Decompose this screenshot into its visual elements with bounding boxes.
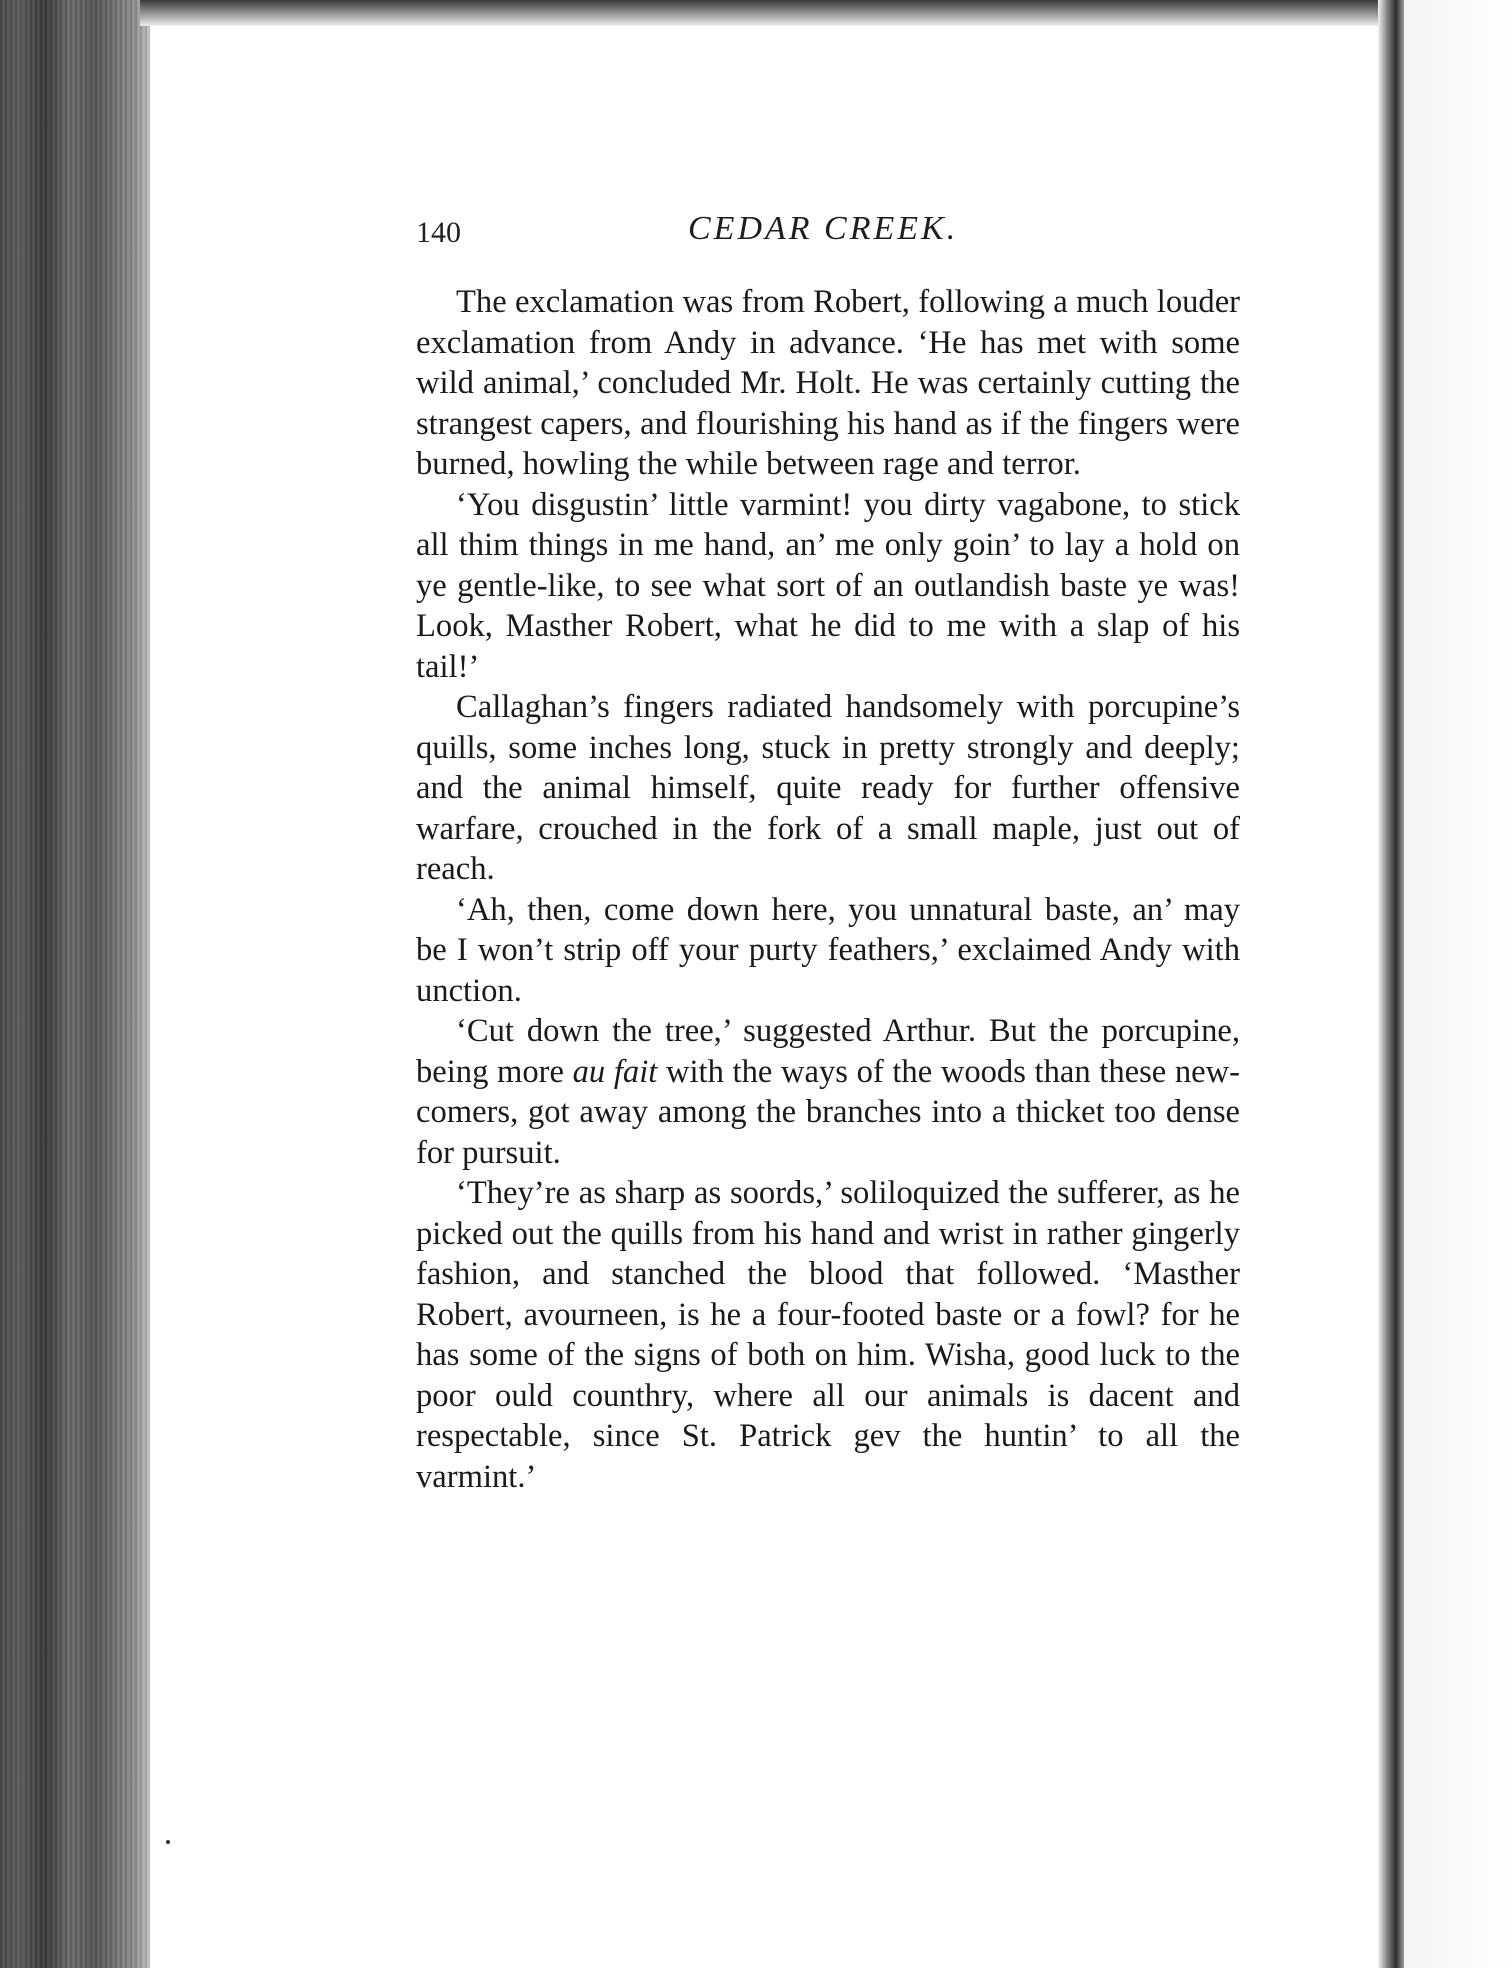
- scan-speck: [166, 1840, 170, 1844]
- page-number: 140: [416, 216, 461, 249]
- page-top-edge: [140, 0, 1380, 26]
- running-head: [416, 210, 1246, 254]
- body-text: [416, 282, 1240, 1497]
- adjacent-page-edge: [1404, 0, 1512, 1968]
- running-title: CEDAR CREEK.: [688, 210, 959, 247]
- paragraph-1: The exclamation was from Robert, following a much louder exclamation from Andy in advance. ‘He has met with some wild animal,’ concluded Mr. Holt. He was certainly cutting the strangest capers, and flourishing his hand as if the fingers were burned, howling the while between rage and terror.: [416, 284, 1240, 482]
- paragraph-6: ‘They’re as sharp as soords,’ soliloquized the sufferer, as he picked out the quills from his hand and wrist in rather gingerly fashion, and stanched the blood that followed. ‘Masther Robert, avourneen, is he a four-footed baste or a fowl? for he has some of the signs of both on him. Wisha, good luck to the poor ould counthry, where all our animals is dacent and respectable, since St. Patrick gev the huntin’ to all the varmint.’: [416, 1175, 1240, 1495]
- paragraph-5-italic-phrase: au fait: [572, 1053, 658, 1090]
- paragraph-5: [416, 1011, 1240, 1173]
- paragraph-4: ‘Ah, then, come down here, you unnatural baste, an’ may be I won’t strip off your purty feathers,’ exclaimed Andy with unction.: [416, 891, 1240, 1009]
- paragraph-3: Callaghan’s fingers radiated handsomely with porcupine’s quills, some inches long, stuck in pretty strongly and deeply; and the animal himself, quite ready for further offensive warfare, crouched in the fork of a small maple, just out of reach.: [416, 689, 1240, 887]
- page-gutter: [1378, 0, 1404, 1968]
- paragraph-2: ‘You disgustin’ little varmint! you dirty vagabone, to stick all thim things in me hand, an’ me only goin’ to lay a hold on ye gentle-like, to see what sort of an outlandish baste ye was! Look, Masther Robert, what he did to me with a slap of his tail!’: [416, 486, 1240, 685]
- paragraph-5-text-after: with the ways of the woods than these new-comers, got away among the branches into a thicket too dense for pursuit.: [416, 1053, 1241, 1171]
- paragraph-5-text-before: ‘Cut down the tree,’ suggested Arthur. But the porcupine, being more: [416, 1013, 1240, 1090]
- book-spine-edge: [0, 0, 150, 1968]
